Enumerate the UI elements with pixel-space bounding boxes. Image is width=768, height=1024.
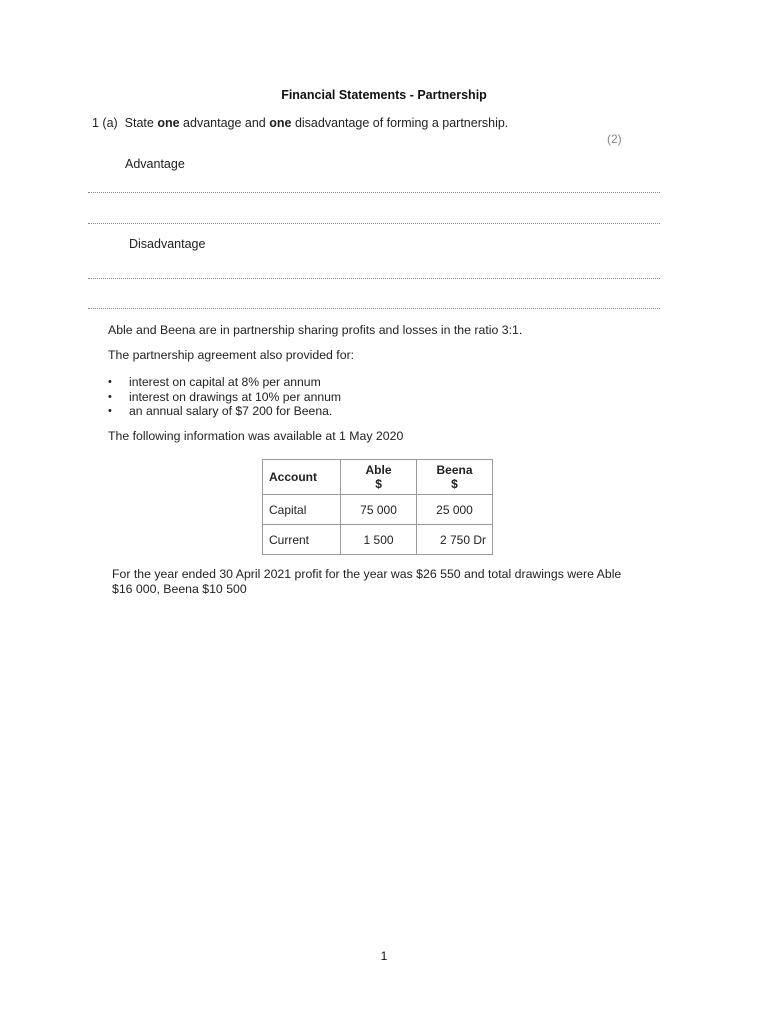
partnership-intro: Able and Beena are in partnership sharing profits and losses in the ratio 3:1. <box>108 323 523 337</box>
page-number: 1 <box>380 949 388 963</box>
agreement-intro: The partnership agreement also provided for: <box>108 348 355 362</box>
header-able-name: Able <box>365 463 392 477</box>
list-item: • interest on capital at 8% per annum <box>108 375 341 390</box>
row-beena: 25 000 <box>417 495 493 525</box>
header-able-unit: $ <box>375 477 382 491</box>
page-title: Financial Statements - Partnership <box>281 88 487 102</box>
info-intro: The following information was available at 1 May 2020 <box>108 429 404 443</box>
header-beena <box>417 460 493 495</box>
disadvantage-label: Disadvantage <box>129 237 206 251</box>
provisions-list <box>108 375 341 419</box>
header-beena-unit: $ <box>451 477 458 491</box>
question-mid: advantage and <box>179 116 270 130</box>
marks-allocation: (2) <box>607 132 622 146</box>
row-account: Capital <box>263 495 341 525</box>
answer-line-advantage-1[interactable] <box>88 192 660 193</box>
question-suffix: disadvantage of forming a partnership. <box>291 116 509 130</box>
question-1a <box>92 116 508 130</box>
table-row <box>263 525 493 555</box>
question-prefix: State <box>124 116 158 130</box>
list-item: • interest on drawings at 10% per annum <box>108 390 341 405</box>
header-beena-name: Beena <box>436 463 473 477</box>
list-item: • an annual salary of $7 200 for Beena. <box>108 404 341 419</box>
question-bold-one: one <box>157 116 180 130</box>
table-row <box>263 495 493 525</box>
header-account: Account <box>263 460 341 495</box>
row-beena: 2 750 Dr <box>417 525 493 555</box>
advantage-label: Advantage <box>125 157 185 171</box>
row-able: 75 000 <box>341 495 417 525</box>
answer-line-advantage-2[interactable] <box>88 223 660 224</box>
row-able: 1 500 <box>341 525 417 555</box>
opening-balances-table <box>262 459 493 555</box>
header-able <box>341 460 417 495</box>
row-account: Current <box>263 525 341 555</box>
table-header-row <box>263 460 493 495</box>
question-bold-two: one <box>269 116 292 130</box>
question-number: 1 (a) <box>92 116 118 130</box>
answer-line-disadvantage-2[interactable] <box>88 308 660 309</box>
answer-line-disadvantage-1[interactable] <box>88 278 660 279</box>
year-results-text: For the year ended 30 April 2021 profit for the year was $26 550 and total drawings were Able $16 000, Beena $10 500 <box>112 567 622 596</box>
